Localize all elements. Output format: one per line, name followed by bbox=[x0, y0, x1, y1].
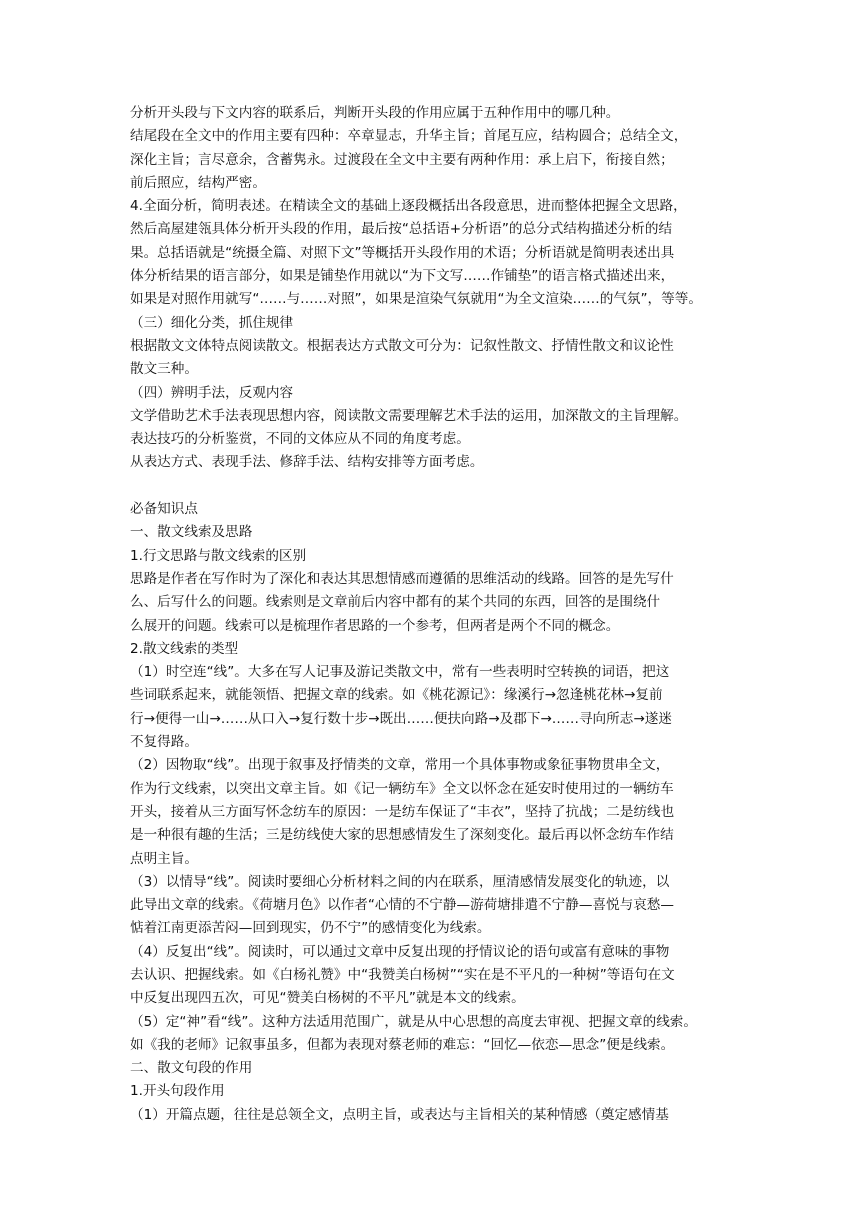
text-line: 点明主旨。 bbox=[130, 850, 198, 867]
text-line: 么、后写什么的问题。线索则是文章前后内容中都有的某个共同的东西，回答的是围绕什 bbox=[130, 594, 661, 611]
text-line: （1）时空连“线”。大多在写人记事及游记类散文中，常有一些表明时空转换的词语，把这 bbox=[130, 664, 670, 681]
text-line: 结尾段在全文中的作用主要有四种：卒章显志，升华主旨；首尾互应，结构圆合；总结全文， bbox=[130, 128, 688, 145]
text-line: 然后高屋建瓴具体分析开头段的作用，最后按“总括语+分析语”的总分式结构描述分析的结 bbox=[130, 221, 673, 238]
text-line: 文学借助艺术手法表现思想内容，阅读散文需要理解艺术手法的运用，加深散文的主旨理解。 bbox=[130, 407, 688, 424]
text-line: 一、散文线索及思路 bbox=[130, 524, 253, 541]
text-line: 二、散文句段的作用 bbox=[130, 1060, 253, 1077]
text-line: 前后照应，结构严密。 bbox=[130, 174, 266, 191]
blank-line bbox=[130, 475, 732, 498]
text-line: 惦着江南更添苦闷—回到现实，仍不宁”的感情变化为线索。 bbox=[130, 920, 491, 937]
text-line: 1.开头句段作用 bbox=[130, 1083, 225, 1100]
text-line: （3）以情导“线”。阅读时要细心分析材料之间的内在联系，厘清感情发展变化的轨迹，以 bbox=[130, 873, 670, 890]
text-line: 果。总括语就是“统摄全篇、对照下文”等概括开头段作用的术语；分析语就是简明表述出具 bbox=[130, 244, 675, 261]
text-line: 从表达方式、表现手法、修辞手法、结构安排等方面考虑。 bbox=[130, 454, 484, 471]
text-line: 些词联系起来，就能领悟、把握文章的线索。如《桃花源记》：缘溪行→忽逢桃花林→复前 bbox=[130, 687, 663, 704]
text-line: （2）因物取“线”。出现于叙事及抒情类的文章，常用一个具体事物或象征事物贯串全文， bbox=[130, 757, 670, 774]
text-line: 此导出文章的线索。《荷塘月色》以作者“心情的不宁静—游荷塘排遣不宁静—喜悦与哀愁— bbox=[130, 897, 674, 914]
text-line: 表达技巧的分析鉴赏，不同的文体应从不同的角度考虑。 bbox=[130, 431, 470, 448]
text-line: 散文三种。 bbox=[130, 361, 198, 378]
text-line: 必备知识点 bbox=[130, 501, 198, 518]
text-line: （4）反复出“线”。阅读时，可以通过文章中反复出现的抒情议论的语句或富有意味的事物 bbox=[130, 943, 670, 960]
text-line: 去认识、把握线索。如《白杨礼赞》中“我赞美白杨树”“实在是不平凡的一种树”等语句在文 bbox=[130, 966, 675, 983]
text-line: 如果是对照作用就写“……与……对照”，如果是渲染气氛就用“为全文渲染……的气氛”，等等。 bbox=[130, 291, 702, 308]
document-page bbox=[130, 102, 732, 1127]
text-line: 开头，接着从三方面写怀念纺车的原因：一是纺车保证了“丰衣”，坚持了抗战；二是纺线也 bbox=[130, 803, 675, 820]
text-line: 根据散文文体特点阅读散文。根据表达方式散文可分为：记叙性散文、抒情性散文和议论性 bbox=[130, 337, 674, 354]
text-line: 4.全面分析，简明表述。在精读全文的基础上逐段概括出各段意思，进而整体把握全文思路， bbox=[130, 198, 687, 215]
text-line: 思路是作者在写作时为了深化和表达其思想情感而遵循的思维活动的线路。回答的是先写什 bbox=[130, 570, 674, 587]
text-line: 作为行文线索，以突出文章主旨。如《记一辆纺车》全文以怀念在延安时使用过的一辆纺车 bbox=[130, 780, 674, 797]
text-line: 如《我的老师》记叙事虽多，但都为表现对蔡老师的难忘：“回忆—依恋—思念”便是线索。 bbox=[130, 1036, 675, 1053]
text-line: （四）辨明手法，反观内容 bbox=[130, 384, 294, 401]
text-line: 行→便得一山→……从口入→复行数十步→既出……便扶向路→及郡下→……寻向所志→遂迷 bbox=[130, 710, 672, 727]
text-line: 么展开的问题。线索可以是梳理作者思路的一个参考，但两者是两个不同的概念。 bbox=[130, 617, 620, 634]
text-line: 深化主旨；言尽意余，含蓄隽永。过渡段在全文中主要有两种作用：承上启下，衔接自然； bbox=[130, 151, 674, 168]
text-line: 1.行文思路与散文线索的区别 bbox=[130, 547, 307, 564]
text-line: 是一种很有趣的生活；三是纺线使大家的思想感情发生了深刻变化。最后再以怀念纺车作结 bbox=[130, 827, 674, 844]
text-line: 不复得路。 bbox=[130, 734, 198, 751]
text-line: 中反复出现四五次，可见“赞美白杨树的不平凡”就是本文的线索。 bbox=[130, 990, 525, 1007]
text-line: （5）定“神”看“线”。这种方法适用范围广，就是从中心思想的高度去审视、把握文章的线索。 bbox=[130, 1013, 697, 1030]
text-line: 分析开头段与下文内容的联系后，判断开头段的作用应属于五种作用中的哪几种。 bbox=[130, 105, 620, 121]
text-line: 2.散文线索的类型 bbox=[130, 640, 239, 657]
text-line: 体分析结果的语言部分，如果是铺垫作用就以“为下文写……作铺垫”的语言格式描述出来， bbox=[130, 268, 675, 285]
text-line: （三）细化分类，抓住规律 bbox=[130, 314, 294, 331]
text-line: （1）开篇点题，往往是总领全文，点明主旨，或表达与主旨相关的某种情感（奠定感情基 bbox=[130, 1106, 669, 1123]
